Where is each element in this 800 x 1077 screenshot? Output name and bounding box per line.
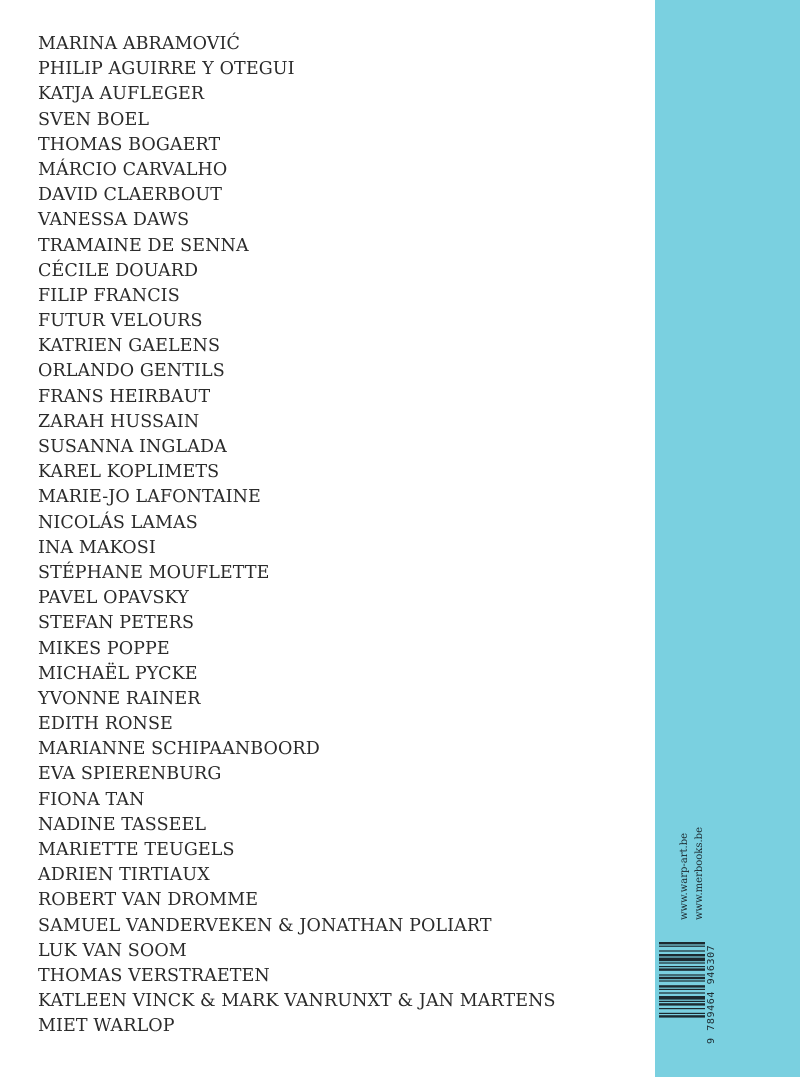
artist-name: TRAMAINE DE SENNA [38, 235, 249, 256]
artist-name: EVA SPIERENBURG [38, 764, 222, 785]
artist-name: LUK VAN SOOM [38, 940, 187, 961]
artist-name: FILIP FRANCIS [38, 285, 180, 306]
artist-name: SVEN BOEL [38, 109, 150, 130]
artist-name: KATRIEN GAELENS [38, 336, 221, 357]
artist-name: SUSANNA INGLADA [38, 437, 227, 457]
publisher-urls [678, 827, 714, 920]
artist-name: ORLANDO GENTILS [38, 361, 225, 382]
artist-name: INA MAKOSI [38, 537, 156, 558]
artist-list [38, 32, 638, 1040]
artist-name: KAREL KOPLIMETS [38, 462, 220, 483]
artist-name: CÉCILE DOUARD [38, 260, 199, 281]
artist-name: PAVEL OPAVSKY [38, 588, 189, 609]
artist-name: SAMUEL VANDERVEKEN & JONATHAN POLIART [38, 915, 492, 936]
artist-name: PHILIP AGUIRRE Y OTEGUI [38, 59, 295, 80]
artist-name: MARIE-JO LAFONTAINE [38, 487, 261, 508]
artist-name: MICHAËL PYCKE [38, 663, 198, 684]
artist-name: VANESSA DAWS [38, 210, 190, 231]
artist-name: MARINA ABRAMOVIĆ [38, 34, 240, 54]
artist-name: FRANS HEIRBAUT [38, 386, 211, 407]
artist-name: THOMAS VERSTRAETEN [38, 965, 270, 986]
artist-name: YVONNE RAINER [38, 688, 201, 709]
artist-name: EDITH RONSE [38, 714, 173, 735]
artist-name: KATLEEN VINCK & MARK VANRUNXT & JAN MARTENS [38, 991, 556, 1012]
warp-url[interactable]: www.warp-art.be [679, 832, 690, 920]
color-strip [655, 0, 800, 1077]
artist-name: DAVID CLAERBOUT [38, 185, 222, 206]
artist-name: MIET WARLOP [38, 1016, 175, 1037]
artist-name: ADRIEN TIRTIAUX [38, 865, 210, 886]
artist-name: MARIETTE TEUGELS [38, 840, 235, 860]
artist-name: FIONA TAN [38, 789, 145, 810]
artist-name: THOMAS BOGAERT [38, 134, 221, 155]
artist-name: MIKES POPPE [38, 638, 170, 659]
artist-name: ROBERT VAN DROMME [38, 890, 259, 911]
artist-name: MARIANNE SCHIPAANBOORD [38, 739, 320, 760]
artist-name: NADINE TASSEEL [38, 814, 207, 835]
merbooks-url[interactable]: www.merbooks.be [694, 827, 705, 920]
artist-name: STEFAN PETERS [38, 613, 195, 634]
artist-name: ZARAH HUSSAIN [38, 411, 200, 432]
isbn-number: 9 789464 946307 [706, 944, 717, 1044]
artist-name: MÁRCIO CARVALHO [38, 159, 228, 180]
artist-name: FUTUR VELOURS [38, 311, 203, 332]
artist-name: STÉPHANE MOUFLETTE [38, 562, 270, 583]
artist-name: KATJA AUFLEGER [38, 84, 205, 105]
artist-name: NICOLÁS LAMAS [38, 512, 198, 533]
